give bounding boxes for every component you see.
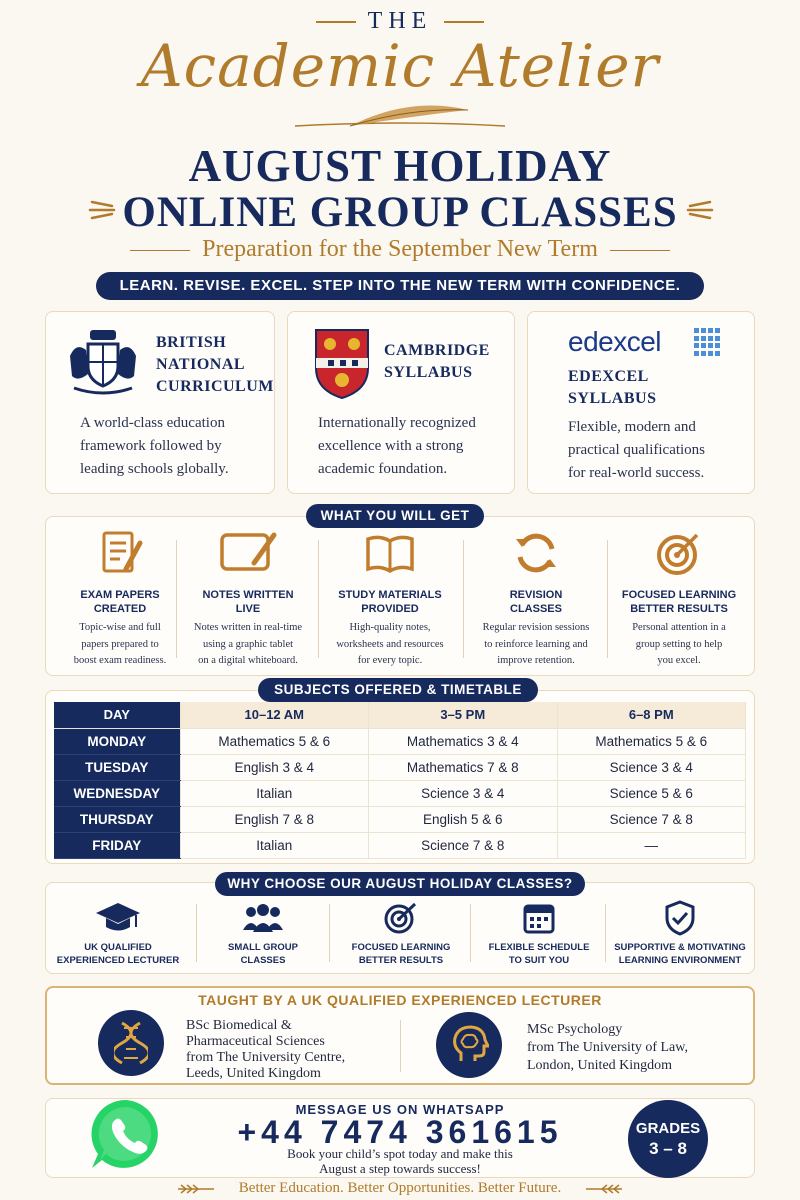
table-row — [54, 780, 746, 806]
reason-focused-learning: FOCUSED LEARNING BETTER RESULTS — [336, 900, 466, 967]
divider — [196, 904, 197, 962]
table-row — [54, 728, 746, 754]
column-header: 3–5 PM — [369, 702, 558, 728]
main-title-line2: ONLINE GROUP CLASSES — [122, 189, 678, 236]
subject-cell: English 7 & 8 — [180, 806, 369, 832]
psychology-badge — [436, 1012, 502, 1078]
brand-prefix: THE — [0, 8, 800, 35]
timetable-heading: SUBJECTS OFFERED & TIMETABLE — [258, 678, 538, 702]
divider — [318, 540, 319, 658]
reason-small-group: SMALL GROUP CLASSES — [198, 900, 328, 967]
day-cell: TUESDAY — [54, 754, 180, 780]
why-choose-heading: WHY CHOOSE OUR AUGUST HOLIDAY CLASSES? — [215, 872, 585, 896]
cambridge-shield-icon — [314, 328, 370, 400]
subject-cell: Mathematics 7 & 8 — [369, 754, 558, 780]
divider — [470, 904, 471, 962]
booking-message: Book your child’s spot today and make this August a step towards success! — [287, 1146, 513, 1176]
subject-cell: English 5 & 6 — [369, 806, 558, 832]
subtitle: Preparation for the September New Term — [0, 236, 800, 263]
reason-supportive-environment: SUPPORTIVE & MOTIVATING LEARNING ENVIRONMENT — [612, 900, 748, 967]
head-brain-icon — [449, 1025, 489, 1065]
edexcel-logo: edexcel — [568, 326, 662, 357]
right-sparkle-icon — [682, 192, 716, 226]
feature-focused-learning: FOCUSED LEARNING BETTER RESULTS Personal attention in a group setting to help you excel. — [609, 528, 749, 670]
open-book-icon — [364, 531, 416, 575]
divider — [176, 540, 177, 658]
cambridge-syllabus-card — [287, 311, 515, 494]
subject-cell: Italian — [180, 832, 369, 858]
tagline-banner: LEARN. REVISE. EXCEL. STEP INTO THE NEW TERM WITH CONFIDENCE. — [96, 272, 704, 300]
what-you-get-heading: WHAT YOU WILL GET — [306, 504, 484, 528]
edexcel-syllabus-card — [527, 311, 755, 494]
feature-revision-classes: REVISION CLASSES Regular revision sessions to reinforce learning and improve retention. — [466, 528, 606, 670]
card-title: BRITISH NATIONAL CURRICULUM — [156, 334, 274, 395]
dna-badge — [98, 1010, 164, 1076]
subject-cell: Science 7 & 8 — [557, 806, 746, 832]
divider — [607, 540, 608, 658]
divider — [329, 904, 330, 962]
card-description: Internationally recognized excellence with a strong academic foundation. — [318, 415, 476, 477]
feather-icon — [290, 100, 510, 134]
card-title: CAMBRIDGE SYLLABUS — [384, 342, 490, 381]
main-title-line1: AUGUST HOLIDAY — [188, 141, 612, 191]
table-row — [54, 806, 746, 832]
subject-cell: English 3 & 4 — [180, 754, 369, 780]
subject-cell: Science 5 & 6 — [557, 780, 746, 806]
subject-cell: Italian — [180, 780, 369, 806]
table-row — [54, 832, 746, 858]
feature-exam-papers: EXAM PAPERS CREATED Topic-wise and full papers prepared to boost exam readiness. — [50, 528, 190, 670]
subject-cell: Science 3 & 4 — [557, 754, 746, 780]
right-laurel-icon — [584, 1182, 624, 1196]
day-cell: WEDNESDAY — [54, 780, 180, 806]
shield-check-icon — [664, 900, 696, 936]
feature-notes-live: NOTES WRITTEN LIVE Notes written in real-time using a graphic tablet on a digital whiteboard. — [178, 528, 318, 670]
tablet-pen-icon — [218, 529, 278, 577]
lecturer-qualification-msc: MSc Psychology from The University of Law, London, United Kingdom — [527, 1022, 688, 1073]
whatsapp-message-label: MESSAGE US ON WHATSAPP — [295, 1102, 505, 1117]
british-curriculum-card — [45, 311, 275, 494]
card-title: EDEXCEL SYLLABUS — [568, 368, 657, 407]
phone-number[interactable]: +44 7474 361615 — [237, 1114, 563, 1150]
graduation-cap-icon — [94, 901, 142, 935]
edexcel-logo-dots — [694, 328, 722, 356]
timetable — [54, 702, 746, 859]
exam-paper-icon — [96, 529, 144, 577]
reason-qualified-lecturer: UK QUALIFIED EXPERIENCED LECTURER — [53, 900, 183, 967]
reason-flexible-schedule: FLEXIBLE SCHEDULE TO SUIT YOU — [474, 900, 604, 967]
grades-badge — [628, 1100, 708, 1178]
subject-cell: Mathematics 3 & 4 — [369, 728, 558, 754]
divider — [400, 1020, 401, 1072]
table-header-row — [54, 702, 746, 728]
table-row — [54, 754, 746, 780]
card-description: Flexible, modern and practical qualifications for real-world success. — [568, 419, 706, 481]
subject-cell: — — [557, 832, 746, 858]
grades-range: 3 – 8 — [649, 1139, 687, 1158]
column-header: DAY — [54, 702, 180, 728]
dna-icon — [114, 1021, 148, 1065]
column-header: 10–12 AM — [180, 702, 369, 728]
feature-study-materials: STUDY MATERIALS PROVIDED High-quality notes, worksheets and resources for every topic. — [320, 528, 460, 670]
column-header: 6–8 PM — [557, 702, 746, 728]
brand-name: Academic Atelier — [140, 32, 660, 100]
subject-cell: Mathematics 5 & 6 — [180, 728, 369, 754]
royal-crest-icon — [64, 326, 142, 398]
day-cell: MONDAY — [54, 728, 180, 754]
grades-label: GRADES — [635, 1120, 701, 1137]
lecturer-heading: TAUGHT BY A UK QUALIFIED EXPERIENCED LECTURER — [198, 992, 602, 1008]
refresh-icon — [512, 529, 560, 577]
target-icon — [383, 901, 419, 935]
subject-cell: Science 7 & 8 — [369, 832, 558, 858]
day-cell: THURSDAY — [54, 806, 180, 832]
divider — [463, 540, 464, 658]
day-cell: FRIDAY — [54, 832, 180, 858]
calendar-icon — [522, 901, 556, 935]
target-icon — [655, 529, 703, 577]
card-description: A world-class education framework followed by leading schools globally. — [80, 415, 229, 477]
footer-slogan: Better Education. Better Opportunities. Better Future. — [238, 1180, 562, 1196]
group-icon — [239, 902, 287, 934]
subject-cell: Mathematics 5 & 6 — [557, 728, 746, 754]
subject-cell: Science 3 & 4 — [369, 780, 558, 806]
divider — [605, 904, 606, 962]
lecturer-qualification-bsc: BSc Biomedical & Pharmaceutical Sciences from The University Centre, Leeds, United Kingdom — [186, 1018, 346, 1081]
